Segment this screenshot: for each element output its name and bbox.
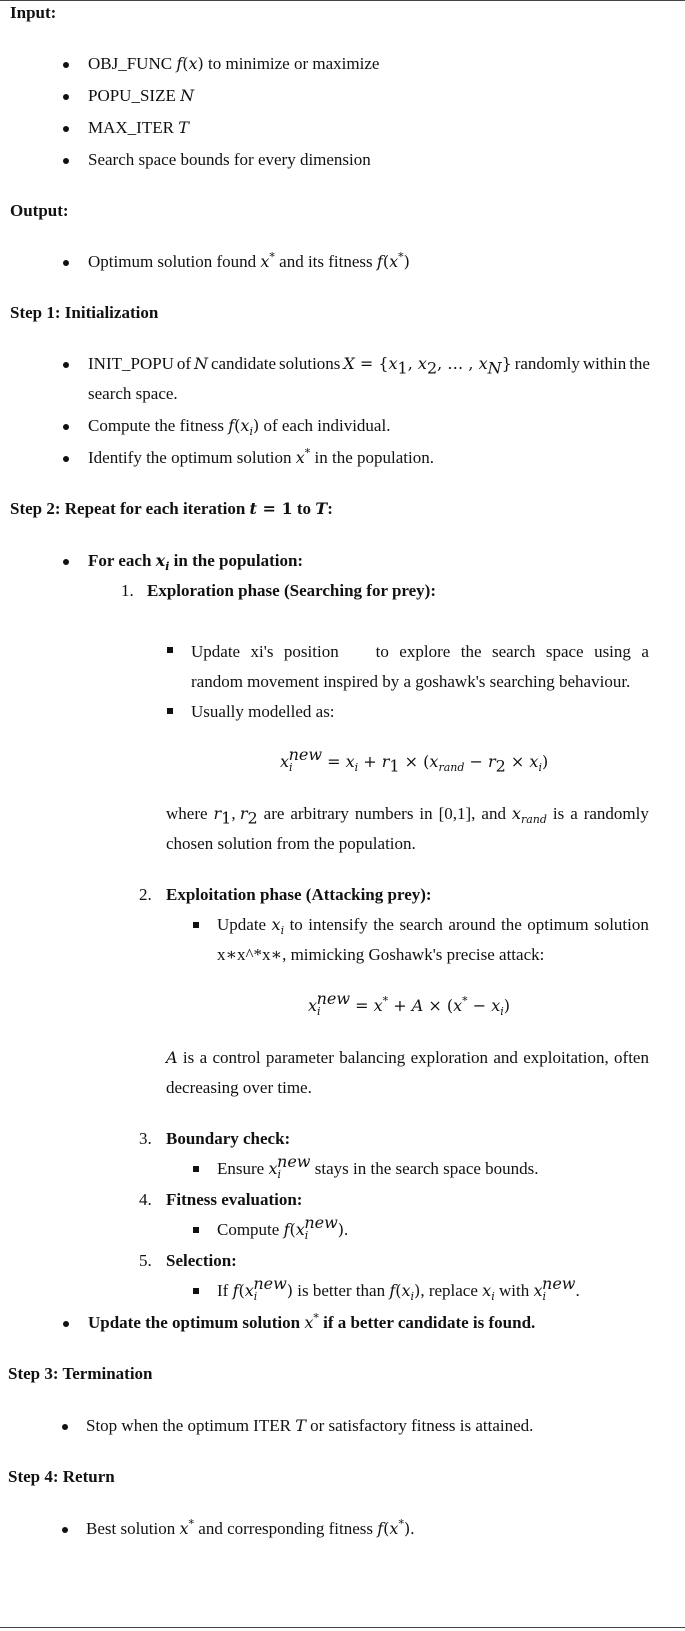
input-item-max-iter: MAX_ITER T: [88, 118, 189, 137]
bullet-icon: [63, 559, 69, 565]
step1-item-identify: Identify the optimum solution x* in the population.: [88, 446, 435, 467]
bullet-icon: [63, 94, 69, 100]
a-math: A: [166, 1048, 178, 1067]
xi-math: $x_i$: [345, 752, 359, 775]
word: around: [448, 915, 496, 934]
new-sup: new: [288, 745, 323, 765]
bullet-icon: [63, 1321, 69, 1327]
xstar-math: x*: [304, 1311, 319, 1332]
word: and: [481, 804, 506, 823]
new-sup: new: [542, 1274, 576, 1294]
word: balancing: [339, 1048, 406, 1067]
top-rule: [0, 0, 685, 1]
square-bullet-icon: [167, 647, 173, 653]
word: are: [263, 804, 285, 823]
phase4-number: 4.: [139, 1190, 152, 1209]
justified-line: [166, 1048, 649, 1068]
t-math: t: [249, 499, 257, 518]
t-math: T: [315, 499, 328, 518]
xnew-math: $x_i$: [308, 996, 321, 1019]
f-math: f: [377, 1519, 384, 1538]
phase1-title: Exploration phase (Searching for prey):: [147, 581, 437, 600]
bullet-icon: [63, 158, 69, 164]
word: exploitation,: [523, 1048, 609, 1067]
word: space: [545, 642, 584, 661]
xrand-math: $x_{rand}$: [429, 752, 465, 775]
bullet-icon: [63, 362, 69, 368]
square-bullet-icon: [193, 922, 199, 928]
word: solution: [594, 915, 649, 934]
paren: (: [289, 1220, 296, 1239]
op: =: [322, 752, 346, 771]
t-math: T: [178, 118, 189, 137]
xnew-math: $x_i$: [244, 1281, 258, 1304]
phase3-number: 3.: [139, 1129, 152, 1148]
paren: ): [286, 1281, 294, 1300]
xstar-math: x*: [453, 994, 468, 1015]
paren: (: [238, 1281, 245, 1300]
input-item-popu-size: POPU_SIZE N: [88, 86, 195, 105]
xstar-math: x*: [179, 1517, 195, 1538]
step1-heading: Step 1: Initialization: [10, 303, 159, 322]
step3-heading: Step 3: Termination: [8, 1364, 153, 1383]
word: randomly: [583, 804, 649, 823]
xi-math: $x_i$: [155, 551, 170, 574]
word: candidate: [210, 354, 277, 373]
word: control: [212, 1048, 261, 1067]
input-heading: Input:: [10, 3, 57, 22]
op: ×: [505, 752, 530, 771]
op: ): [541, 752, 549, 771]
word: randomly: [514, 354, 580, 373]
n-math: N: [180, 86, 195, 105]
xi-math: $x_i$: [482, 1281, 495, 1304]
phase5-bullet: If $f(x_i^{new})$ is better than $f(x_i)$, replace $x_i$ with $x_i^{new}$.: [217, 1274, 580, 1304]
justified-line: [191, 642, 649, 662]
phase1-note-line1: [166, 804, 649, 828]
phase2-bullet-line2: x∗x^*x∗, mimicking Goshawk's precise attack:: [217, 945, 545, 964]
new-sup: new: [277, 1152, 311, 1172]
step1-item-compute: Compute the fitness $f(x_i)$ of each individual.: [88, 416, 391, 439]
new-sup: new: [253, 1274, 287, 1294]
op: +: [388, 996, 412, 1015]
word: xi's: [250, 642, 274, 661]
obj-func-text: OBJ_FUNC: [88, 54, 177, 73]
step1-item-init-line2: search space.: [88, 384, 178, 403]
paren: ): [197, 54, 204, 73]
phase2-bullet-line1: [217, 915, 649, 938]
word: search: [491, 642, 536, 661]
xnew-math: $x_i$: [280, 752, 293, 775]
word: a: [199, 1048, 208, 1067]
phase1-bullet-line1: [191, 642, 649, 662]
word: a: [570, 804, 578, 823]
xstar-math: x*: [373, 994, 389, 1015]
xnew-math: $x_i$: [533, 1281, 547, 1304]
word: Update: [191, 642, 241, 661]
word: search: [399, 915, 443, 934]
phase3-bullet: Ensure $x_i^{new}$ stays in the search space bounds.: [217, 1152, 539, 1182]
square-bullet-icon: [167, 708, 173, 714]
phase4-bullet: Compute $f(x_i^{new})$.: [217, 1213, 349, 1243]
word: using: [594, 642, 631, 661]
gap: [349, 642, 365, 662]
word: exploration: [410, 1048, 489, 1067]
paren: (: [234, 416, 241, 435]
op: × (: [423, 996, 454, 1015]
word: intensify: [308, 915, 368, 934]
square-bullet-icon: [193, 1288, 199, 1294]
op: −: [464, 752, 488, 771]
word: where: [166, 804, 208, 823]
set-math: $X = \{x_1$, $x_2$, … , $x_N$}: [343, 354, 512, 378]
paren: ): [337, 1220, 345, 1239]
bullet-icon: [63, 424, 69, 430]
f-math: f: [389, 1281, 396, 1300]
paren: (: [182, 54, 189, 73]
word: optimum: [527, 915, 589, 934]
paren: ): [403, 1519, 411, 1538]
output-item: Optimum solution found x* and its fitness f(x*): [88, 250, 410, 271]
phase1-bullet-usually: Usually modelled as:: [191, 702, 335, 721]
f-math: f: [228, 416, 235, 435]
word: is: [182, 1048, 195, 1067]
word: to: [375, 642, 389, 661]
bullet-icon: [62, 1527, 68, 1533]
xi-math: $x_i$: [240, 416, 253, 439]
paren: (: [395, 1281, 402, 1300]
square-bullet-icon: [193, 1227, 199, 1233]
fx-math: f: [176, 54, 183, 73]
xrand-math: $x_{rand}$: [511, 804, 547, 827]
word: the: [373, 915, 394, 934]
phase3-title: Boundary check:: [166, 1129, 291, 1148]
word: parameter: [265, 1048, 334, 1067]
bottom-rule: [0, 1627, 685, 1628]
n-math: N: [194, 354, 208, 373]
bullet-icon: [63, 456, 69, 462]
word: and: [493, 1048, 518, 1067]
bullet-icon: [63, 126, 69, 132]
justified-line: [88, 354, 650, 378]
t-math: T: [295, 1416, 306, 1435]
word: Update: [217, 915, 267, 934]
word: often: [614, 1048, 649, 1067]
paren: ): [252, 416, 260, 435]
word: is: [552, 804, 565, 823]
step4-item: Best solution x* and corresponding fitness f(x*).: [86, 1517, 415, 1538]
word: arbitrary: [290, 804, 349, 823]
phase2-title: Exploitation phase (Attacking prey):: [166, 885, 432, 904]
paren: ): [403, 252, 410, 271]
minmax-text: to minimize or maximize: [203, 54, 380, 73]
phase1-number: 1.: [121, 581, 134, 600]
phase4-title: Fitness evaluation:: [166, 1190, 303, 1209]
word: solutions: [279, 354, 341, 373]
xnew-math: $x_i$: [295, 1220, 309, 1243]
for-each-line: For each $x_i$ in the population:: [88, 551, 304, 574]
paren: ): [414, 1281, 421, 1300]
word: within: [582, 354, 627, 373]
op: × (: [399, 752, 430, 771]
phase5-number: 5.: [139, 1251, 152, 1270]
r-math: $r_1$, $r_2$: [213, 804, 258, 828]
op: =: [350, 996, 374, 1015]
step3-item: Stop when the optimum ITER T or satisfactory fitness is attained.: [86, 1416, 534, 1435]
phase1-note-line2: chosen solution from the population.: [166, 834, 416, 853]
step1-item-init-line1: [88, 354, 650, 378]
update-optimum-line: Update the optimum solution x* if a better candidate is found.: [88, 1311, 536, 1332]
word: a: [641, 642, 649, 661]
bullet-icon: [63, 62, 69, 68]
xi-math: $x_i$: [491, 996, 504, 1019]
phase2-number: 2.: [139, 885, 152, 904]
word: explore: [399, 642, 451, 661]
xstar-math: x*: [260, 250, 275, 271]
bullet-icon: [63, 260, 69, 266]
output-heading: Output:: [10, 201, 69, 220]
word: the: [500, 915, 522, 934]
word: numbers: [354, 804, 414, 823]
word: position: [283, 642, 339, 661]
phase2-note-line1: [166, 1048, 649, 1068]
paren: (: [383, 1519, 390, 1538]
phase1-equation: $x_i^{new} = x_i + r_1 \times (x_{rand} - r_2 \times x_i)$: [280, 745, 549, 776]
xi-math: $x_i$: [401, 1281, 415, 1304]
justified-line: [217, 915, 649, 938]
op: +: [358, 752, 382, 771]
phase5-title: Selection:: [166, 1251, 237, 1270]
new-sup: new: [304, 1213, 338, 1233]
xi-math: $x_i$: [529, 752, 542, 775]
word: the: [460, 642, 482, 661]
f-math: f: [283, 1220, 290, 1239]
r1-math: r: [381, 752, 390, 771]
r2-math: r: [487, 752, 496, 771]
input-item-bounds: Search space bounds for every dimension: [88, 150, 371, 169]
step2-heading: Step 2: Repeat for each iteration t = 1 to T:: [10, 499, 333, 518]
word: [0,1],: [438, 804, 476, 823]
word: INIT_POPU: [88, 354, 174, 373]
xstar-math: x*: [389, 250, 404, 271]
phase2-equation: [308, 989, 511, 1019]
f-math: f: [232, 1281, 239, 1300]
fxstar-math: f: [376, 252, 383, 271]
xnew-math: $x_i$: [268, 1159, 282, 1182]
xstar-math: x*: [389, 1517, 404, 1538]
input-item-obj-func: [88, 54, 379, 74]
phase1-bullet-line2: random movement inspired by a goshawk's searching behaviour.: [191, 672, 631, 691]
xi-math: $x_i$: [271, 915, 285, 938]
op: ): [503, 996, 511, 1015]
x-math: x: [188, 54, 198, 73]
eq-math: = 1: [256, 499, 293, 518]
bullet-icon: [62, 1424, 68, 1430]
word: in: [419, 804, 433, 823]
justified-line: [166, 804, 649, 828]
xstar-math: x*: [295, 446, 311, 467]
word: to: [289, 915, 303, 934]
word: the: [629, 354, 650, 373]
step4-heading: Step 4: Return: [8, 1467, 115, 1486]
phase2-note-line2: decreasing over time.: [166, 1078, 312, 1097]
new-sup: new: [316, 989, 351, 1009]
op: −: [467, 996, 492, 1015]
word: of: [176, 354, 192, 373]
paren: (: [382, 252, 390, 271]
a-math: A: [411, 996, 424, 1015]
square-bullet-icon: [193, 1166, 199, 1172]
